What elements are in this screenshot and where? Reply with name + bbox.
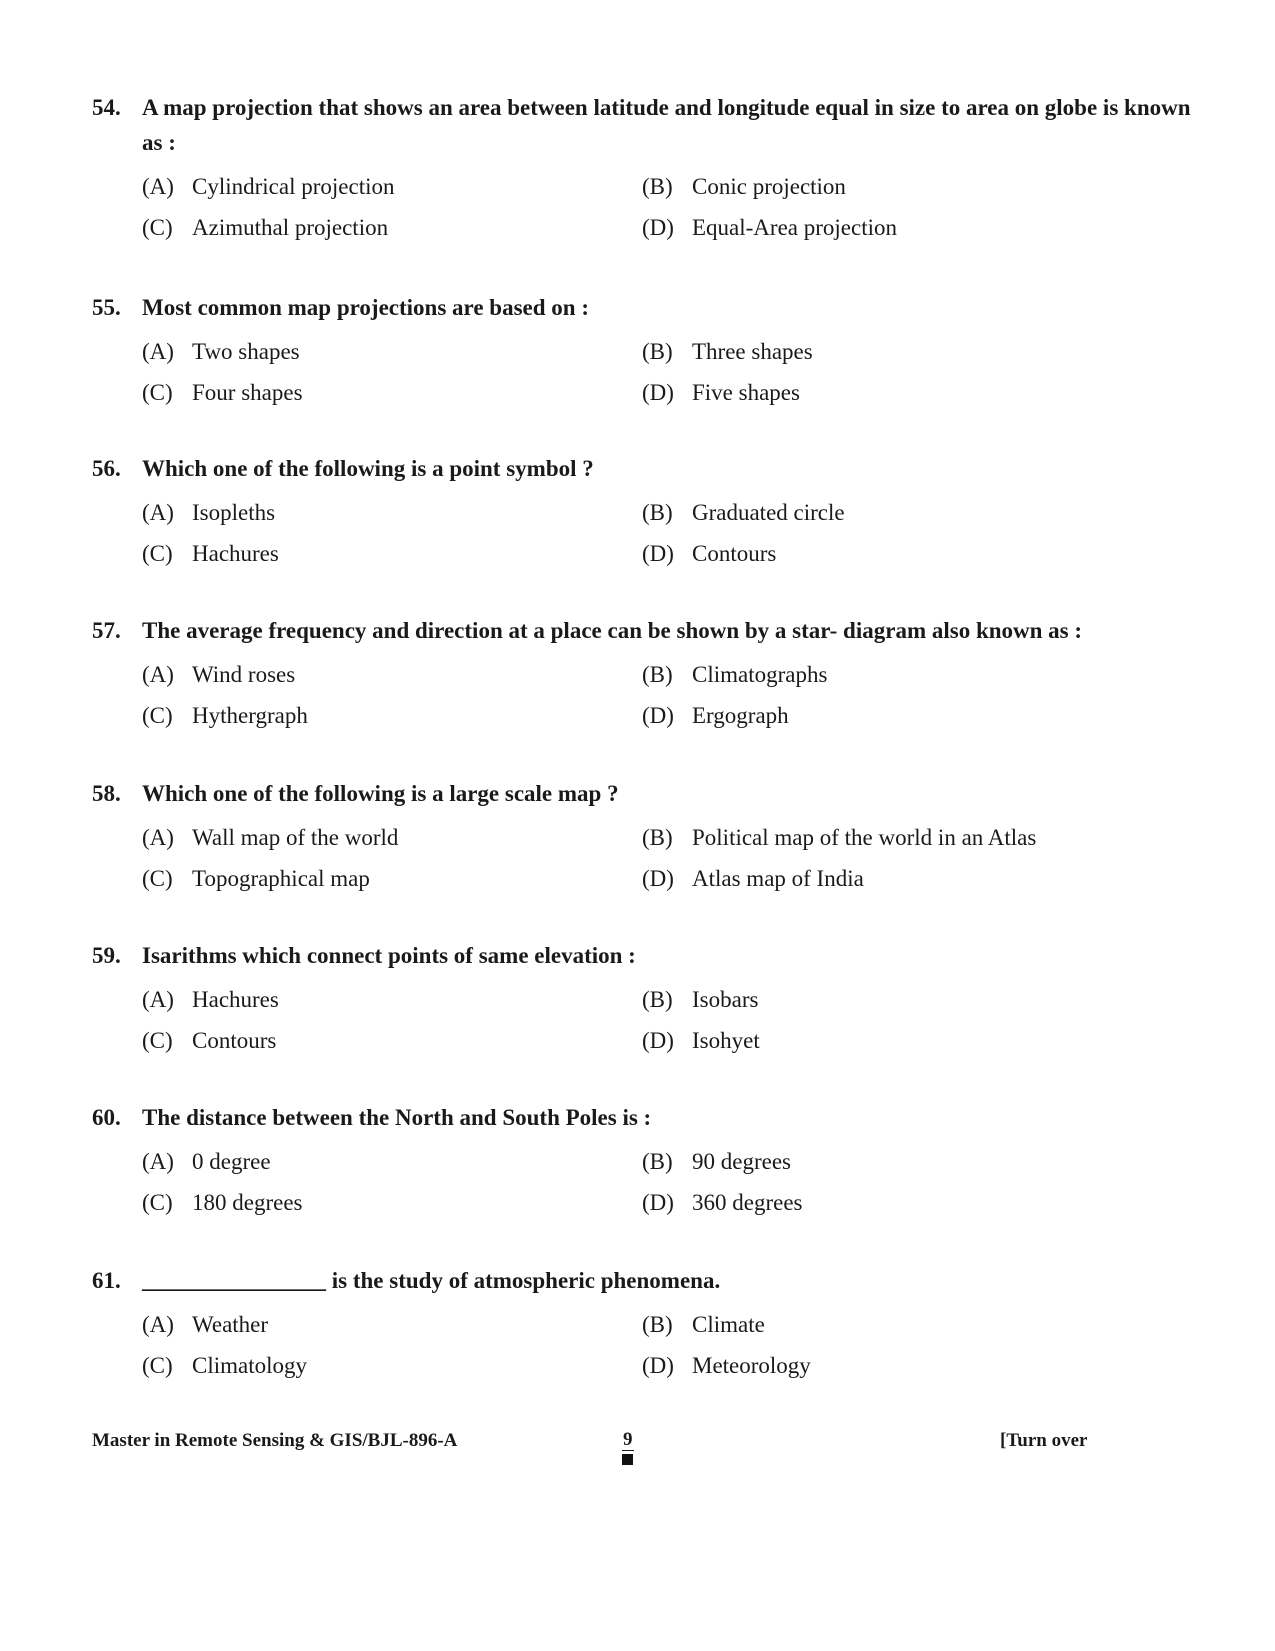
- option-text: Contours: [192, 1027, 277, 1053]
- option-b: [642, 500, 1142, 526]
- option-text: Isopleths: [192, 499, 276, 525]
- option-b: [642, 825, 1142, 851]
- option-letter: (B): [642, 824, 673, 850]
- option-c: [142, 380, 642, 406]
- question-57: [92, 613, 1192, 736]
- option-text: Three shapes: [692, 338, 813, 364]
- option-text: Graduated circle: [692, 499, 845, 525]
- options-row: [142, 492, 1192, 533]
- question-58: [92, 776, 1192, 899]
- option-letter: (C): [142, 214, 173, 240]
- option-text: 360 degrees: [692, 1189, 803, 1215]
- question-54: [92, 90, 1192, 248]
- option-d: [642, 541, 1142, 567]
- question-number: 57.: [92, 618, 121, 643]
- option-letter: (C): [142, 865, 173, 891]
- options: [142, 166, 1192, 248]
- option-c: [142, 1353, 642, 1379]
- option-text: Hythergraph: [192, 702, 308, 728]
- option-b: [642, 174, 1142, 200]
- option-text: Wall map of the world: [192, 824, 399, 850]
- option-letter: (C): [142, 1027, 173, 1053]
- option-letter: (B): [642, 338, 673, 364]
- footer-page-block: [622, 1430, 634, 1465]
- options-row: [142, 979, 1192, 1020]
- option-b: [642, 987, 1142, 1013]
- option-letter: (A): [142, 499, 174, 525]
- option-letter: (D): [642, 702, 674, 728]
- question-text: Which one of the following is a point symbol ?: [142, 456, 594, 481]
- option-text: Ergograph: [692, 702, 789, 728]
- options-row: [142, 331, 1192, 372]
- question-number: 58.: [92, 781, 121, 806]
- page-footer: [92, 1430, 1092, 1470]
- options: [142, 817, 1192, 899]
- option-letter: (D): [642, 379, 674, 405]
- option-c: [142, 541, 642, 567]
- option-c: [142, 1028, 642, 1054]
- option-letter: (D): [642, 540, 674, 566]
- option-letter: (A): [142, 173, 174, 199]
- option-text: Cylindrical projection: [192, 173, 395, 199]
- option-c: [142, 866, 642, 892]
- option-letter: (A): [142, 986, 174, 1012]
- question-text: Most common map projections are based on :: [142, 295, 589, 320]
- question-55: [92, 290, 1192, 413]
- option-text: Azimuthal projection: [192, 214, 389, 240]
- option-text: Atlas map of India: [692, 865, 864, 891]
- option-text: 90 degrees: [692, 1148, 791, 1174]
- options: [142, 979, 1192, 1061]
- option-letter: (A): [142, 661, 174, 687]
- option-letter: (A): [142, 1311, 174, 1337]
- question-stem: [92, 290, 1192, 325]
- option-text: Climatology: [192, 1352, 307, 1378]
- option-b: [642, 1149, 1142, 1175]
- option-a: [142, 500, 642, 526]
- question-stem: [92, 776, 1192, 811]
- option-text: 180 degrees: [192, 1189, 303, 1215]
- option-text: Weather: [192, 1311, 269, 1337]
- option-text: Meteorology: [692, 1352, 811, 1378]
- option-a: [142, 825, 642, 851]
- option-text: Climatographs: [692, 661, 828, 687]
- options-row: [142, 695, 1192, 736]
- question-text: A map projection that shows an area between latitude and longitude equal in size to area on globe is known as :: [142, 95, 1191, 155]
- option-a: [142, 1149, 642, 1175]
- question-56: [92, 451, 1192, 574]
- option-b: [642, 662, 1142, 688]
- options-row: [142, 858, 1192, 899]
- option-text: Political map of the world in an Atlas: [692, 824, 1037, 850]
- options-row: [142, 533, 1192, 574]
- options: [142, 1304, 1192, 1386]
- options-row: [142, 1141, 1192, 1182]
- option-text: Equal-Area projection: [692, 214, 897, 240]
- option-a: [142, 987, 642, 1013]
- option-text: Four shapes: [192, 379, 303, 405]
- option-letter: (A): [142, 1148, 174, 1174]
- option-d: [642, 1190, 1142, 1216]
- question-60: [92, 1100, 1192, 1223]
- question-number: 60.: [92, 1105, 121, 1130]
- option-c: [142, 703, 642, 729]
- option-text: 0 degree: [192, 1148, 271, 1174]
- option-c: [142, 1190, 642, 1216]
- option-letter: (D): [642, 1189, 674, 1215]
- option-text: Five shapes: [692, 379, 800, 405]
- options-row: [142, 166, 1192, 207]
- option-letter: (D): [642, 214, 674, 240]
- option-letter: (D): [642, 1352, 674, 1378]
- question-text: The distance between the North and South Poles is :: [142, 1105, 652, 1130]
- question-59: [92, 938, 1192, 1061]
- footer-turn-over: [Turn over: [1000, 1430, 1088, 1451]
- option-text: Contours: [692, 540, 777, 566]
- option-letter: (B): [642, 986, 673, 1012]
- option-a: [142, 662, 642, 688]
- question-number: 59.: [92, 943, 121, 968]
- option-d: [642, 1353, 1142, 1379]
- question-stem: [92, 938, 1192, 973]
- option-letter: (B): [642, 1148, 673, 1174]
- question-text: Which one of the following is a large scale map ?: [142, 781, 619, 806]
- question-text: Isarithms which connect points of same elevation :: [142, 943, 636, 968]
- option-letter: (C): [142, 540, 173, 566]
- options: [142, 331, 1192, 413]
- options-row: [142, 1182, 1192, 1223]
- options-row: [142, 817, 1192, 858]
- option-text: Topographical map: [192, 865, 370, 891]
- option-letter: (C): [142, 1352, 173, 1378]
- option-text: Two shapes: [192, 338, 300, 364]
- option-letter: (C): [142, 1189, 173, 1215]
- page-number: 9: [623, 1429, 633, 1450]
- option-text: Conic projection: [692, 173, 846, 199]
- option-c: [142, 215, 642, 241]
- option-letter: (D): [642, 1027, 674, 1053]
- option-b: [642, 339, 1142, 365]
- option-text: Wind roses: [192, 661, 296, 687]
- option-text: Isobars: [692, 986, 759, 1012]
- question-number: 54.: [92, 95, 121, 120]
- question-stem: [92, 90, 1192, 160]
- question-text: The average frequency and direction at a place can be shown by a star- diagram also known as :: [142, 618, 1083, 643]
- option-letter: (A): [142, 824, 174, 850]
- question-number: 55.: [92, 295, 121, 320]
- option-d: [642, 703, 1142, 729]
- question-61: [92, 1263, 1192, 1386]
- options: [142, 492, 1192, 574]
- question-number: 61.: [92, 1268, 121, 1293]
- options-row: [142, 1020, 1192, 1061]
- question-stem: [92, 1100, 1192, 1135]
- option-letter: (C): [142, 379, 173, 405]
- question-stem: [92, 1263, 1192, 1298]
- option-d: [642, 215, 1142, 241]
- option-text: Isohyet: [692, 1027, 760, 1053]
- options-row: [142, 654, 1192, 695]
- option-a: [142, 174, 642, 200]
- option-letter: (B): [642, 661, 673, 687]
- question-stem: [92, 613, 1192, 648]
- question-number: 56.: [92, 456, 121, 481]
- options-row: [142, 207, 1192, 248]
- options: [142, 654, 1192, 736]
- option-d: [642, 1028, 1142, 1054]
- option-letter: (B): [642, 173, 673, 199]
- option-text: Climate: [692, 1311, 765, 1337]
- option-letter: (D): [642, 865, 674, 891]
- option-letter: (C): [142, 702, 173, 728]
- option-a: [142, 1312, 642, 1338]
- option-d: [642, 380, 1142, 406]
- options-row: [142, 1345, 1192, 1386]
- option-d: [642, 866, 1142, 892]
- option-b: [642, 1312, 1142, 1338]
- footer-course-code: Master in Remote Sensing & GIS/BJL-896-A: [92, 1430, 458, 1451]
- options: [142, 1141, 1192, 1223]
- options-row: [142, 1304, 1192, 1345]
- option-letter: (A): [142, 338, 174, 364]
- option-text: Hachures: [192, 986, 279, 1012]
- square-mark-icon: [622, 1454, 633, 1465]
- question-text: ________________ is the study of atmospheric phenomena.: [142, 1268, 721, 1293]
- option-a: [142, 339, 642, 365]
- option-text: Hachures: [192, 540, 279, 566]
- question-stem: [92, 451, 1192, 486]
- options-row: [142, 372, 1192, 413]
- option-letter: (B): [642, 1311, 673, 1337]
- option-letter: (B): [642, 499, 673, 525]
